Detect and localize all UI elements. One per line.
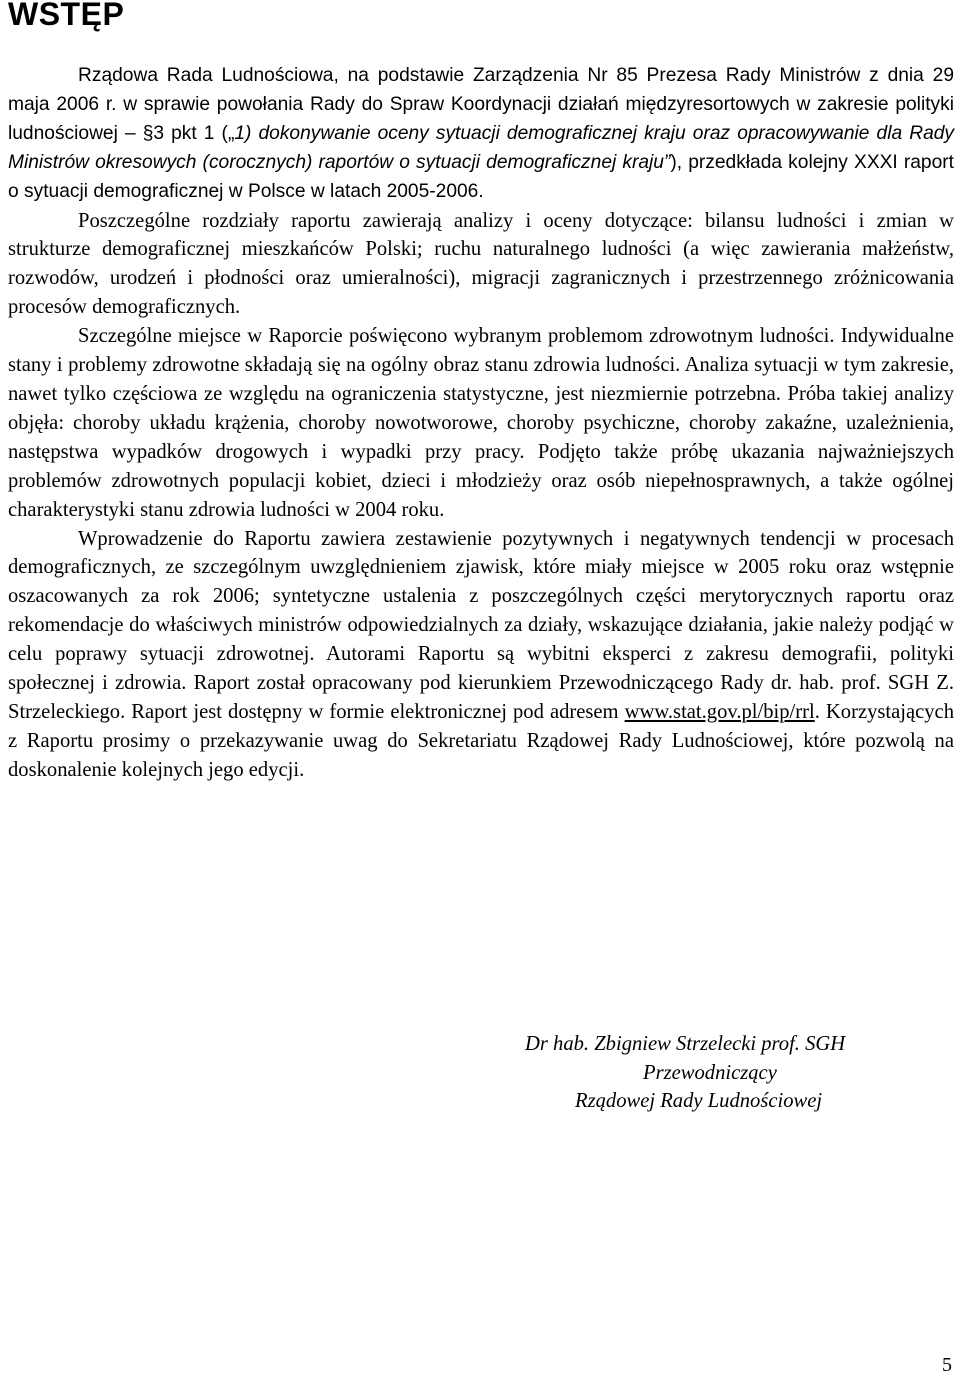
quote-close: ” [663,151,671,173]
intro-paragraph [8,62,954,207]
signature-organization: Rządowej Rady Ludnościowej [575,1090,823,1112]
introduction-paragraph [8,525,954,785]
intro-text: Rządowa Rada Ludnościowa, na podstawie Zarządzenia Nr 85 Prezesa Rady Ministrów z dnia 29 maja 2006 r. w sprawie powołania Rady do Spraw Koordynacji działań międzyresortowych w zakresie polityki ludnościowej – §3 pkt 1 („ [8,65,954,144]
chapters-paragraph: Poszczególne rozdziały raportu zawierają analizy i oceny dotyczące: bilansu ludności i zmian w strukturze demograficznej mieszkańców Polski; ruchu naturalnego ludności (a więc zawierania małżeństw, rozwodów, urodzeń i płodności oraz umieralności), migracji zagranicznych i przestrzennego zróżnicowania procesów demograficznych. [8,209,954,319]
page-heading: WSTĘP [8,0,125,32]
report-url-link[interactable]: www.stat.gov.pl/bip/rrl [624,700,815,723]
signature-block [500,1030,940,1116]
introduction-text: Wprowadzenie do Raportu zawiera zestawienie pozytywnych i negatywnych tendencji w procesach demograficznych, ze szczególnym uwzględnieniem zjawisk, które miały miejsce w 2005 roku oraz wstępnie oszacowanych za rok 2006; syntetyczne ustalenia z poszczególnych części merytorycznych raportu oraz rekomendacje do właściwych ministrów odpowiedzialnych za działy, wskazujące działania, jakie należy podjąć w celu poprawy sytuacji zdrowotnej. Autorami Raportu są wybitni eksperci z zakresu demografii, polityki społecznej i zdrowia. Raport został opracowany pod kierunkiem Przewodniczącego Rady dr. hab. prof. SGH Z. Strzeleckiego. Raport jest dostępny w formie elektronicznej pod adresem [8,527,954,723]
signature-title: Przewodniczący [643,1061,777,1084]
intro-text-end: ), przedkłada kolejny XXXI raport o sytuacji demograficznej w Polsce w latach 2005-2006. [8,151,954,202]
quoted-regulation: 1) dokonywanie oceny sytuacji demograficznej kraju oraz opracowywanie dla Rady Ministrów okresowych (corocznych) raportów o sytuacji demograficznej kraju [8,122,955,173]
signature-name: Dr hab. Zbigniew Strzelecki prof. SGH [525,1033,846,1055]
health-paragraph: Szczególne miejsce w Raporcie poświęcono wybranym problemom zdrowotnym ludności. Indywidualne stany i problemy zdrowotne składają się na ogólny obraz stanu zdrowia ludności. Analiza sytuacji w tym zakresie, nawet tylko częściowa ze względu na ograniczenia statystyczne, jest niezmiernie potrzebna. Próba takiej analizy objęła: choroby układu krążenia, choroby nowotworowe, choroby psychiczne, choroby zakaźne, uzależnienia, następstwa wypadków drogowych i wypadki przy pracy. Podjęto także próbę ukazania najważniejszych problemów zdrowotnych populacji kobiet, dzieci i młodzieży oraz osób niepełnosprawnych, a także ogólnej charakterystyki stanu zdrowia ludności w 2004 roku. [8,325,954,521]
introduction-text-end: . Korzystających z Raportu prosimy o przekazywanie uwag do Sekretariatu Rządowej Rady Ludnościowej, które pozwolą na doskonalenie kolejnych jego edycji. [8,700,954,781]
body-text [8,62,954,785]
page-number: 5 [942,1354,952,1376]
